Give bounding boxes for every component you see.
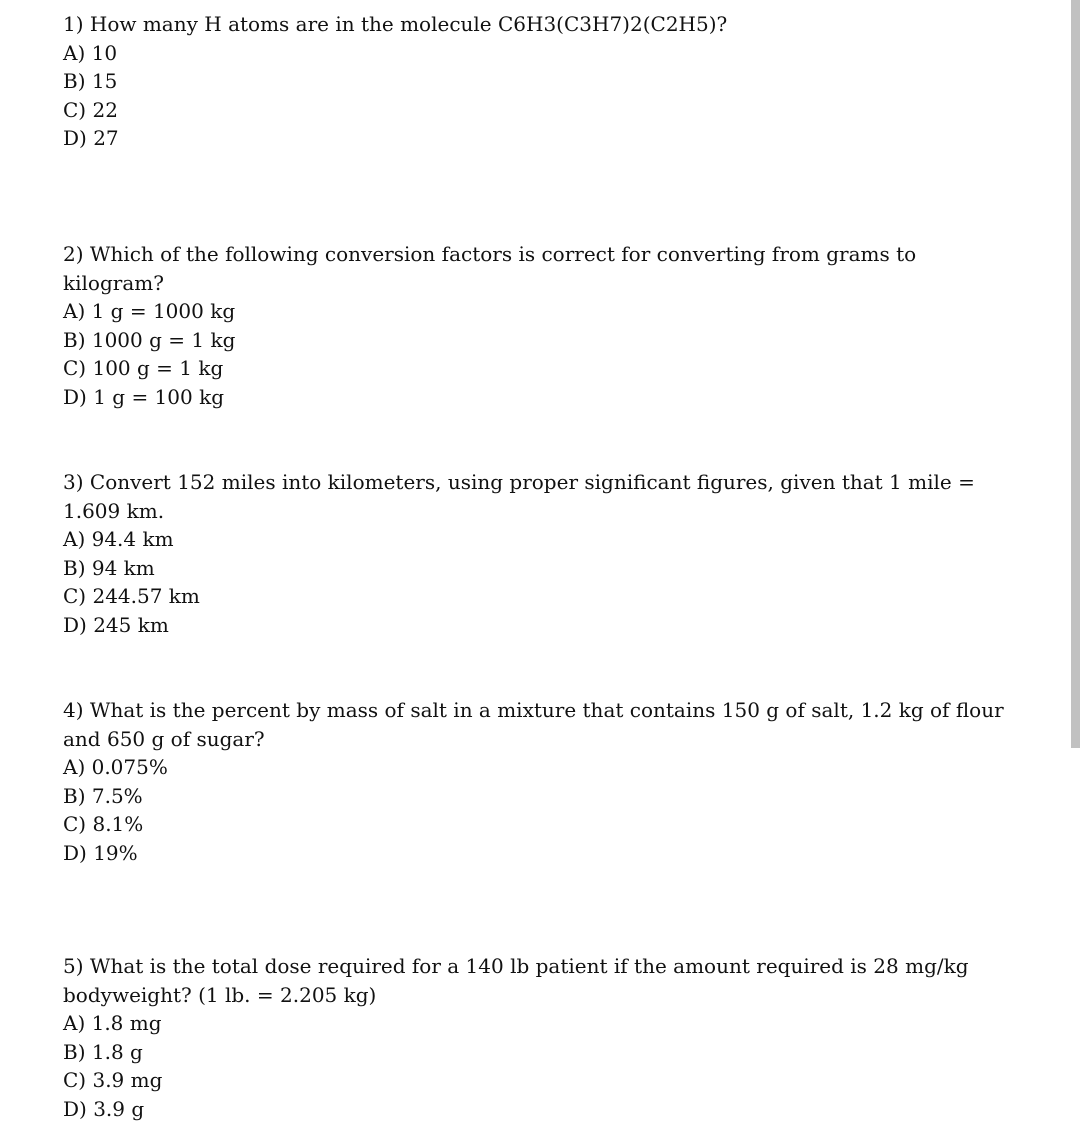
answer-options bbox=[63, 525, 1023, 639]
option-c: C) 22 bbox=[63, 97, 118, 122]
question-3 bbox=[63, 468, 1023, 639]
option-a: A) 0.075% bbox=[63, 755, 168, 779]
option-b: B) 1000 g = 1 kg bbox=[63, 327, 236, 352]
question-stem: 4) What is the percent by mass of salt in a mixture that contains 150 g of salt, 1.2 kg of flour and 650 g of sugar? bbox=[63, 698, 1004, 751]
option-c: C) 100 g = 1 kg bbox=[63, 356, 224, 380]
option-b: B) 7.5% bbox=[63, 783, 143, 808]
answer-options bbox=[63, 297, 1023, 411]
question-2 bbox=[63, 240, 1023, 411]
scrollbar-thumb[interactable] bbox=[1071, 0, 1080, 748]
question-4 bbox=[63, 696, 1023, 867]
question-stem: 3) Convert 152 miles into kilometers, using proper significant figures, given that 1 mile = 1.609 km. bbox=[63, 470, 975, 523]
option-a: A) 94.4 km bbox=[63, 527, 174, 551]
question-stem: 1) How many H atoms are in the molecule C6H3(C3H7)2(C2H5)? bbox=[63, 12, 728, 36]
option-b: B) 1.8 g bbox=[63, 1039, 143, 1064]
option-d: D) 1 g = 100 kg bbox=[63, 384, 225, 409]
option-d: D) 19% bbox=[63, 840, 138, 865]
option-a: A) 1.8 mg bbox=[63, 1011, 162, 1035]
option-a: A) 1 g = 1000 kg bbox=[63, 299, 236, 323]
option-c: C) 3.9 mg bbox=[63, 1068, 163, 1092]
question-stem: 2) Which of the following conversion factors is correct for converting from grams to kilogram? bbox=[63, 242, 917, 295]
answer-options bbox=[63, 1009, 1023, 1123]
question-stem: 5) What is the total dose required for a 140 lb patient if the amount required is 28 mg/kg bodyweight? (1 lb. = 2.205 kg) bbox=[63, 954, 969, 1007]
question-5 bbox=[63, 952, 1023, 1123]
question-1 bbox=[63, 10, 1023, 153]
answer-options bbox=[63, 753, 1023, 867]
option-b: B) 15 bbox=[63, 69, 118, 93]
option-a: A) 10 bbox=[63, 40, 118, 65]
option-d: D) 245 km bbox=[63, 612, 169, 637]
option-b: B) 94 km bbox=[63, 555, 155, 580]
vertical-scrollbar[interactable] bbox=[1068, 0, 1080, 1134]
option-d: D) 27 bbox=[63, 126, 119, 150]
answer-options bbox=[63, 39, 1023, 153]
option-d: D) 3.9 g bbox=[63, 1096, 145, 1121]
option-c: C) 8.1% bbox=[63, 812, 144, 836]
option-c: C) 244.57 km bbox=[63, 584, 200, 608]
